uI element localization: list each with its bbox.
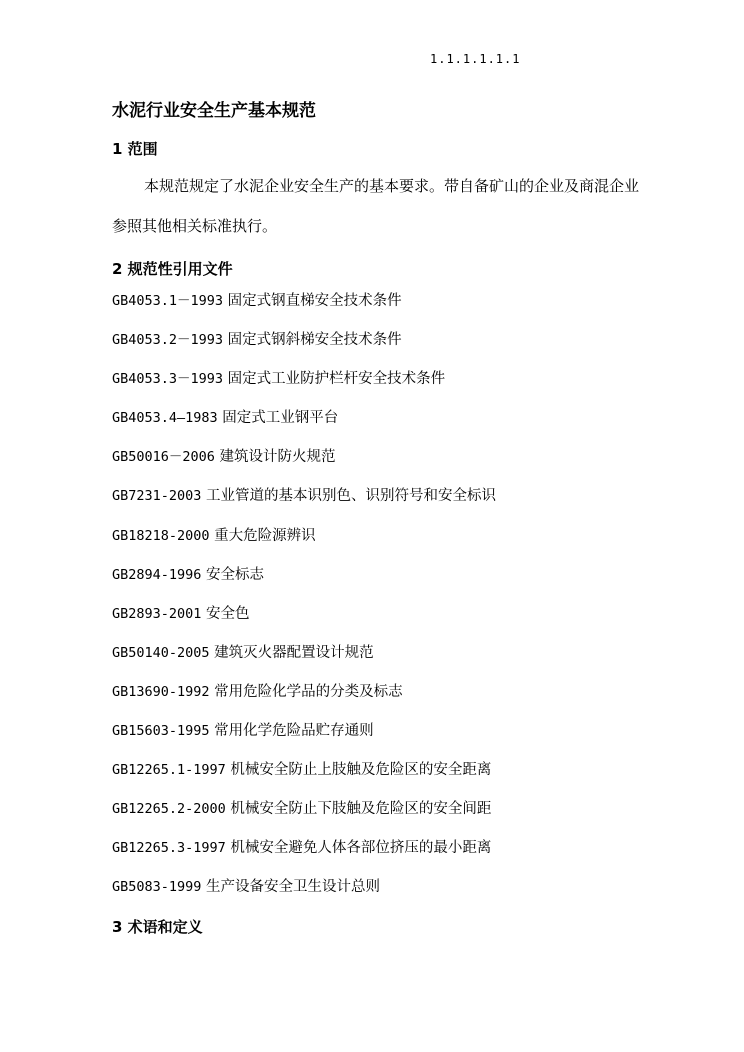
- reference-item: [112, 330, 496, 369]
- reference-code: GB13690-1992: [112, 683, 210, 700]
- reference-title: 固定式工业防护栏杆安全技术条件: [227, 371, 446, 388]
- page-number: 1.1.1.1.1.1: [430, 52, 521, 66]
- reference-item: [112, 643, 496, 682]
- document-title: 水泥行业安全生产基本规范: [112, 101, 316, 121]
- reference-item: [112, 682, 496, 721]
- reference-code: GB4053.4—1983: [112, 410, 218, 427]
- reference-title: 工业管道的基本识别色、识别符号和安全标识: [206, 488, 497, 505]
- reference-code: GB50016－2006: [112, 449, 215, 466]
- reference-item: [112, 604, 496, 643]
- reference-code: GB12265.3-1997: [112, 840, 226, 857]
- reference-title: 建筑设计防火规范: [219, 449, 336, 466]
- reference-item: [112, 565, 496, 604]
- reference-item: [112, 408, 496, 447]
- section-3-heading: 3 术语和定义: [112, 918, 203, 936]
- reference-code: GB7231-2003: [112, 488, 202, 505]
- reference-title: 常用危险化学品的分类及标志: [214, 683, 403, 700]
- reference-title: 固定式钢直梯安全技术条件: [227, 293, 402, 309]
- reference-item: [112, 721, 496, 760]
- reference-code: GB15603-1995: [112, 723, 210, 740]
- reference-item: [112, 369, 496, 408]
- reference-list: [112, 291, 496, 917]
- reference-title: 常用化学危险品贮存通则: [214, 723, 374, 740]
- reference-code: GB12265.1-1997: [112, 762, 226, 779]
- reference-title: 机械安全防止下肢触及危险区的安全间距: [230, 801, 492, 818]
- reference-title: 固定式钢斜梯安全技术条件: [227, 332, 402, 349]
- reference-item: [112, 838, 496, 877]
- reference-code: GB12265.2-2000: [112, 801, 226, 818]
- reference-item: [112, 760, 496, 799]
- reference-item: [112, 291, 496, 330]
- reference-code: GB18218-2000: [112, 527, 210, 544]
- reference-title: 安全色: [206, 605, 250, 622]
- reference-title: 安全标志: [206, 566, 265, 583]
- reference-code: GB4053.3－1993: [112, 371, 224, 388]
- reference-item: [112, 526, 496, 565]
- reference-item: [112, 486, 496, 525]
- section-2-heading: 2 规范性引用文件: [112, 260, 233, 278]
- section-1-paragraph-text: 本规范规定了水泥企业安全生产的基本要求。带自备矿山的企业及商混企业参照其他相关标准执行。: [112, 177, 640, 235]
- reference-title: 机械安全防止上肢触及危险区的安全距离: [230, 762, 492, 779]
- section-1-heading: 1 范围: [112, 140, 158, 158]
- section-1-paragraph: [112, 166, 642, 246]
- reference-code: GB4053.2－1993: [112, 332, 224, 349]
- reference-title: 固定式工业钢平台: [222, 410, 339, 427]
- reference-title: 建筑灭火器配置设计规范: [214, 644, 374, 661]
- reference-code: GB5083-1999: [112, 879, 202, 896]
- reference-code: GB50140-2005: [112, 644, 210, 661]
- reference-title: 生产设备安全卫生设计总则: [206, 879, 381, 896]
- reference-title: 机械安全避免人体各部位挤压的最小距离: [230, 840, 492, 857]
- reference-item: [112, 877, 496, 916]
- reference-item: [112, 447, 496, 486]
- reference-code: GB4053.1－1993: [112, 293, 224, 309]
- reference-title: 重大危险源辨识: [214, 527, 316, 544]
- reference-item: [112, 799, 496, 838]
- reference-code: GB2894-1996: [112, 566, 202, 583]
- reference-code: GB2893-2001: [112, 605, 202, 622]
